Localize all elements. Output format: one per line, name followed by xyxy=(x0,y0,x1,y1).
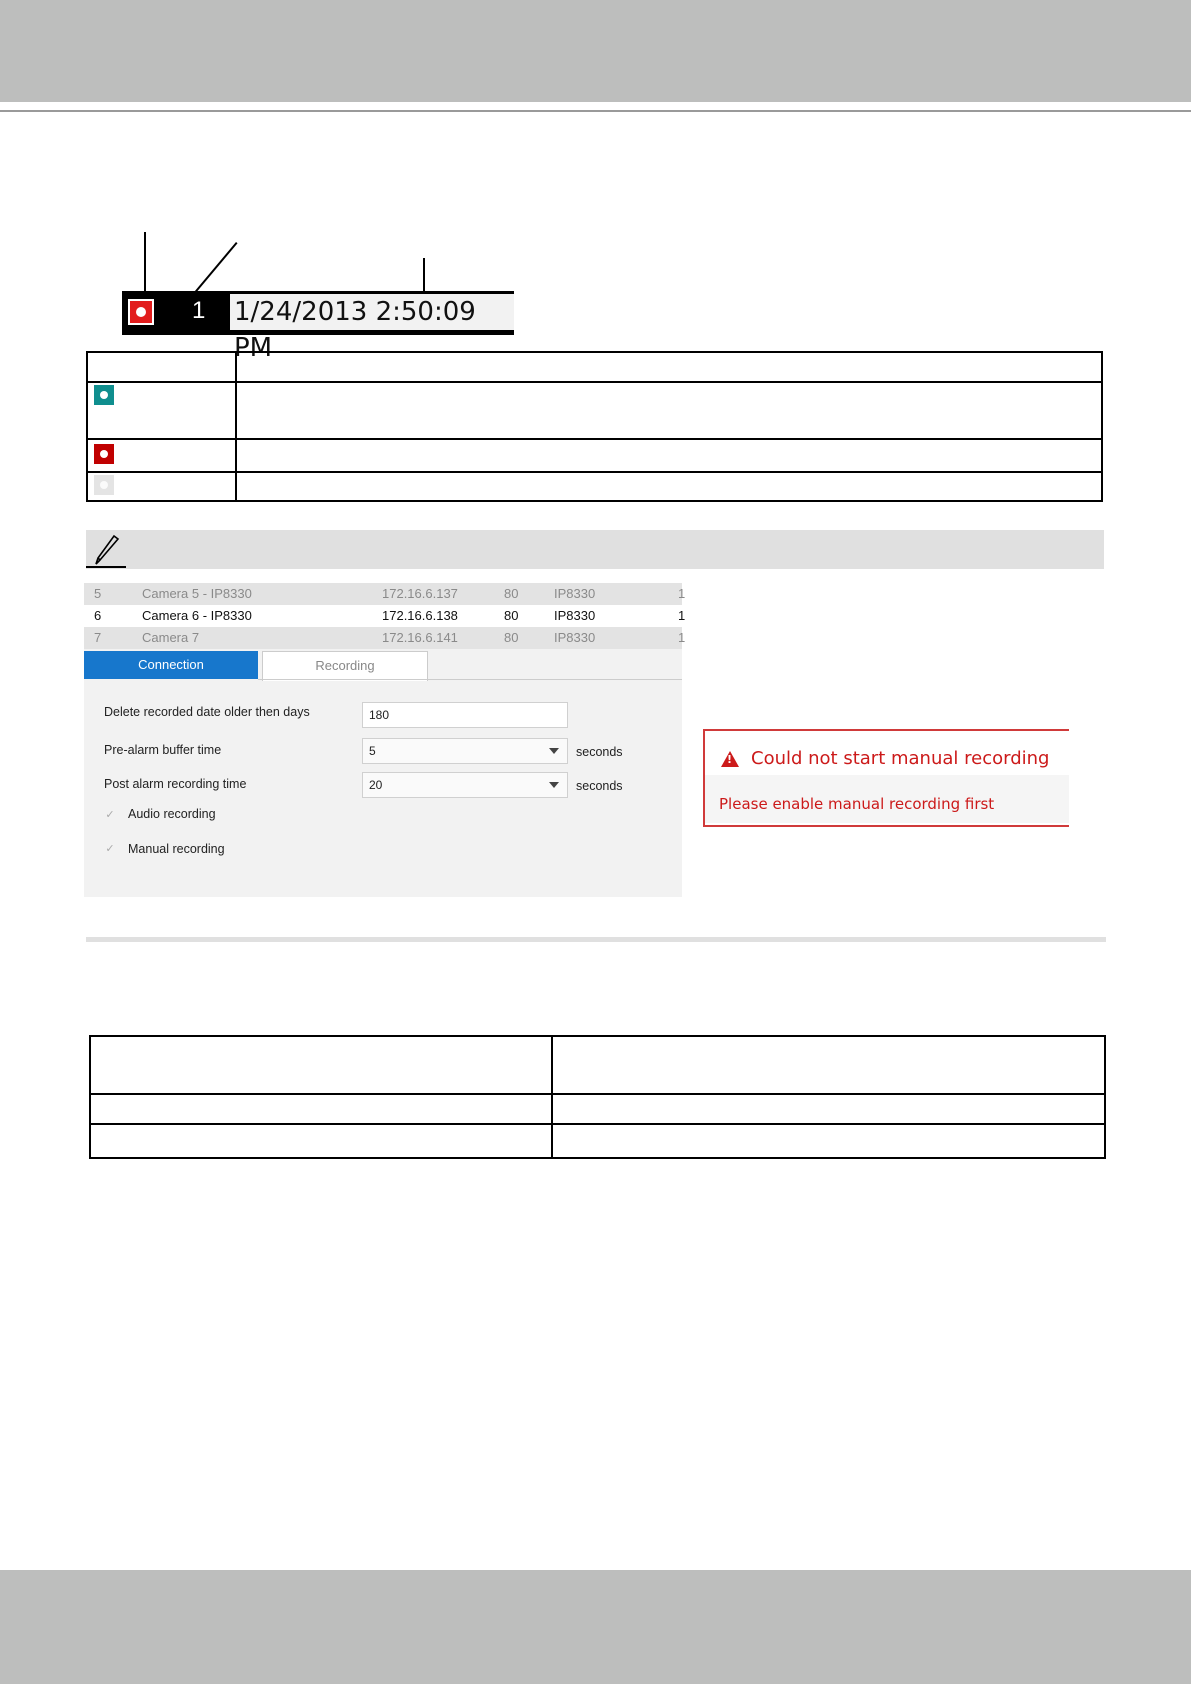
table-cell xyxy=(552,1094,1105,1124)
osd-camera-number: 1 xyxy=(192,297,206,324)
table-row xyxy=(90,1124,1105,1158)
camera-name: Camera 7 xyxy=(142,630,200,645)
camera-ip: 172.16.6.138 xyxy=(382,608,458,623)
page-header-band xyxy=(0,0,1191,102)
record-status-red-icon xyxy=(128,299,154,325)
page-footer-band xyxy=(0,1570,1191,1684)
camera-settings-screenshot xyxy=(84,583,686,897)
camera-id: 7 xyxy=(94,630,102,645)
prealarm-select[interactable] xyxy=(362,738,568,764)
postalarm-value: 20 xyxy=(369,778,383,792)
record-teal-icon xyxy=(94,385,114,405)
manual-recording-checkbox[interactable]: ✓ xyxy=(105,843,115,855)
camera-list-row[interactable] xyxy=(84,583,686,605)
camera-tail: 1 xyxy=(678,586,686,601)
table-row xyxy=(90,1094,1105,1124)
section-divider xyxy=(86,937,1106,942)
table-cell xyxy=(236,472,1102,501)
chevron-down-icon xyxy=(549,748,559,754)
tab-recording[interactable]: Recording xyxy=(262,651,428,681)
table-cell xyxy=(236,382,1102,439)
video-osd-bar xyxy=(122,291,514,363)
table-cell xyxy=(90,1094,552,1124)
camera-port: 80 xyxy=(504,586,519,601)
record-red-icon xyxy=(94,444,114,464)
camera-id: 5 xyxy=(94,586,102,601)
table-cell xyxy=(90,1036,552,1094)
manual-recording-label: Manual recording xyxy=(128,842,225,856)
note-bar xyxy=(86,530,1104,569)
table-cell xyxy=(552,1124,1105,1158)
camera-ip: 172.16.6.141 xyxy=(382,630,458,645)
table-cell xyxy=(87,382,236,439)
prealarm-unit: seconds xyxy=(576,745,623,759)
camera-list-row[interactable] xyxy=(84,627,686,649)
postalarm-label: Post alarm recording time xyxy=(104,777,247,791)
camera-tail: 1 xyxy=(678,630,686,645)
camera-tail: 1 xyxy=(678,608,686,623)
table-cell xyxy=(87,472,236,501)
table-row xyxy=(87,382,1102,439)
postalarm-select[interactable] xyxy=(362,772,568,798)
prealarm-value: 5 xyxy=(369,744,376,758)
osd-timestamp: 1/24/2013 2:50:09 PM xyxy=(230,294,514,330)
note-underline xyxy=(86,566,126,568)
delete-days-input[interactable]: 180 xyxy=(362,702,568,728)
table-cell xyxy=(87,352,236,382)
tab-divider xyxy=(258,679,682,680)
second-table xyxy=(89,1035,1106,1159)
camera-name: Camera 5 - IP8330 xyxy=(142,586,252,601)
camera-port: 80 xyxy=(504,608,519,623)
camera-model: IP8330 xyxy=(554,608,596,623)
tab-connection[interactable]: Connection xyxy=(84,651,258,679)
postalarm-unit: seconds xyxy=(576,779,623,793)
alert-title: Could not start manual recording xyxy=(751,748,1050,769)
chevron-down-icon xyxy=(549,782,559,788)
callout-line-number xyxy=(192,242,237,295)
table-header-row xyxy=(90,1036,1105,1094)
table-cell xyxy=(236,352,1102,382)
pencil-note-icon xyxy=(86,530,126,568)
camera-port: 80 xyxy=(504,630,519,645)
error-alert xyxy=(703,729,1069,827)
table-cell xyxy=(87,439,236,472)
prealarm-label: Pre-alarm buffer time xyxy=(104,743,222,757)
table-cell xyxy=(90,1124,552,1158)
camera-model: IP8330 xyxy=(554,586,596,601)
table-row xyxy=(87,439,1102,472)
camera-ip: 172.16.6.137 xyxy=(382,586,458,601)
audio-recording-checkbox[interactable]: ✓ xyxy=(105,809,115,821)
table-row xyxy=(87,472,1102,501)
alert-message: Please enable manual recording first xyxy=(719,795,995,813)
audio-recording-label: Audio recording xyxy=(128,807,216,821)
delete-days-label: Delete recorded date older then days xyxy=(104,705,310,719)
camera-id: 6 xyxy=(94,608,102,623)
table-header-row xyxy=(87,352,1102,382)
record-gray-icon xyxy=(94,475,114,495)
status-legend-table xyxy=(86,351,1103,502)
callout-line-status xyxy=(144,232,146,294)
header-rule xyxy=(0,110,1191,112)
table-cell xyxy=(552,1036,1105,1094)
camera-model: IP8330 xyxy=(554,630,596,645)
warning-icon xyxy=(721,751,739,767)
camera-list-row[interactable] xyxy=(84,605,686,627)
table-cell xyxy=(236,439,1102,472)
camera-name: Camera 6 - IP8330 xyxy=(142,608,252,623)
